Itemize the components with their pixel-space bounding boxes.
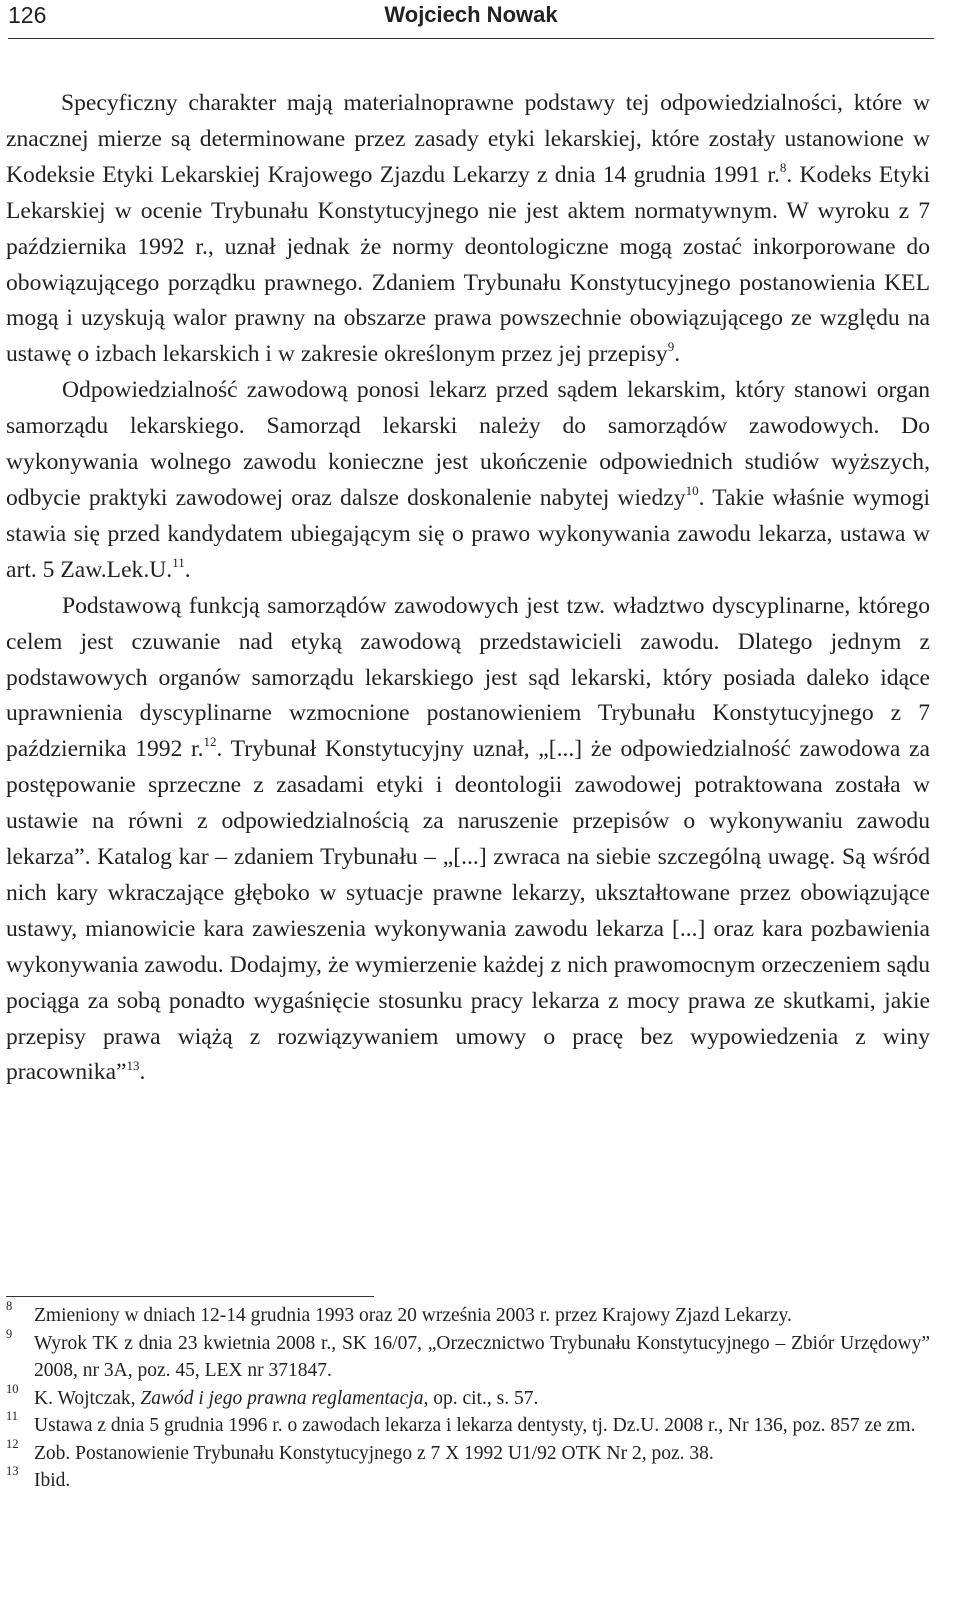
footnote-number: 8 xyxy=(6,1299,13,1313)
running-head-author: Wojciech Nowak xyxy=(384,2,558,27)
paragraph-1-text-a: Specyficzny charakter mają materialnoprawne podstawy tej odpowiedzialności, które w znacznej mierze są determinowane przez zasady etyki lekarskiej, które zostały ustanowione w Kodeksie Etyki Lekarskiej Krajowego Zjazdu Lekarzy z dnia 14 grudnia 1991 r. xyxy=(6,90,930,188)
paragraph-3-text-c: . xyxy=(139,1059,146,1086)
footnote-ref-8[interactable]: 8 xyxy=(779,159,787,175)
footnote-ref-13[interactable]: 13 xyxy=(126,1057,140,1073)
footnote-separator xyxy=(6,1296,374,1297)
footnote-10 xyxy=(6,1381,930,1413)
paragraph-2-text-c: . xyxy=(184,556,191,583)
footnote-number: 13 xyxy=(6,1464,19,1478)
footnote-citation: , op. cit., s. 57. xyxy=(423,1387,539,1409)
paragraph-2-text-a: Odpowiedzialność zawodową ponosi lekarz przed sądem lekarskim, który stanowi organ samorządu lekarskiego. Samorząd lekarski należy do samorządów zawodowych. Do wykonywania wolnego zawodu konieczne jest ukończenie odpowiednich studiów wyższych, odbycie praktyki zawodowej oraz dalsze doskonalenie nabytej wiedzy xyxy=(6,377,930,511)
paragraph-3-text-b: . Trybunał Konstytucyjny uznał, „[...] że odpowiedzialność zawodowa za postępowanie sprzeczne z zasadami etyki i deontologii zawodowej potraktowana została w ustawie na równi z odpowiedzialnością za naruszenie przepisów o wykonywaniu zawodu lekarza”. Katalog kar – zdaniem Trybunału – „[...] zwraca na siebie szczególną uwagę. Są wśród nich kary wkraczające głęboko w sytuacje prawne lekarzy, ukształtowane przez obowiązujące ustawy, mianowicie kara zawieszenia wykonywania zawodu lekarza [...] oraz kara pozbawienia wykonywania zawodu. Dodajmy, że wymierzenie każdej z nich prawomocnym orzeczeniem sądu pociąga za sobą ponadto wygaśnięcie stosunku pracy lekarza z mocy prawa ze skutkami, jakie przepisy prawa wiążą z rozwiązywaniem umowy o pracę bez wypowiedzenia z winy pracownika” xyxy=(6,736,930,1086)
page-number: 126 xyxy=(8,2,47,28)
footnote-11 xyxy=(6,1409,930,1440)
footnote-ref-9[interactable]: 9 xyxy=(667,339,675,355)
footnote-text: Ibid. xyxy=(34,1470,71,1491)
footnote-text: Zmieniony w dniach 12-14 grudnia 1993 oraz 20 września 2003 r. przez Krajowy Zjazd Lekarzy. xyxy=(34,1305,792,1326)
paragraph-2-text-b: . Takie właśnie wymogi stawia się przed kandydatem ubiegającym się o prawo wykonywania zawodu lekarza, ustawa w art. 5 Zaw.Lek.U. xyxy=(6,484,931,583)
footnote-text: Zob. Postanowienie Trybunału Konstytucyjnego z 7 X 1992 U1/92 OTK Nr 2, poz. 38. xyxy=(34,1442,714,1464)
paragraph-3-text-a: Podstawową funkcją samorządów zawodowych jest tzw. władztwo dyscyplinarne, którego celem jest czuwanie nad etyką zawodową przedstawicieli zawodu. Dlatego jednym z podstawowych organów samorządu lekarskiego jest sąd lekarski, który posiada daleko idące uprawnienia dyscyplinarne wzmocnione postanowieniem Trybunału Konstytucyjnego z 7 października 1992 r. xyxy=(6,592,930,763)
footnote-12 xyxy=(6,1436,930,1468)
footnote-text: Ustawa z dnia 5 grudnia 1996 r. o zawodach lekarza i lekarza dentysty, tj. Dz.U. 2008 r., Nr 136, poz. 857 ze zm. xyxy=(34,1415,916,1436)
paragraph-2 xyxy=(6,373,930,588)
footnotes xyxy=(6,1299,930,1495)
footnote-number: 11 xyxy=(6,1409,19,1423)
paragraph-1-text-b: . Kodeks Etyki Lekarskiej w ocenie Trybunału Konstytucyjnego nie jest aktem normatywnym. W wyroku z 7 października 1992 r., uznał jednak że normy deontologiczne mogą zostać inkorporowane do obowiązującego porządku prawnego. Zdaniem Trybunału Konstytucyjnego postanowienia KEL mogą i uzyskują walor prawny na obszarze prawa powszechnie obowiązującego ze względu na ustawę o izbach lekarskich i w zakresie określonym przez jej przepisy xyxy=(6,161,930,368)
paragraph-1 xyxy=(6,86,930,373)
footnote-number: 9 xyxy=(6,1326,13,1341)
footnote-title-italic: Zawód i jego prawna reglamentacja xyxy=(140,1387,424,1409)
footnote-ref-11[interactable]: 11 xyxy=(172,554,185,570)
footnote-8 xyxy=(6,1299,930,1330)
footnote-9 xyxy=(6,1326,930,1385)
footnote-author: K. Wojtczak, xyxy=(34,1387,141,1409)
footnote-number: 12 xyxy=(6,1436,19,1451)
paragraph-3 xyxy=(6,589,930,1092)
footnote-ref-12[interactable]: 12 xyxy=(203,734,217,750)
footnote-ref-10[interactable]: 10 xyxy=(685,483,699,499)
paragraph-1-text-c: . xyxy=(674,341,681,368)
footnote-13 xyxy=(6,1464,930,1495)
footnote-number: 10 xyxy=(6,1381,19,1396)
page-header xyxy=(8,0,934,39)
footnote-text: Wyrok TK z dnia 23 kwietnia 2008 r., SK 16/07, „Orzecznictwo Trybunału Konstytucyjnego – Zbiór Urzędowy” 2008, nr 3A, poz. 45, LEX nr 371847. xyxy=(34,1332,930,1381)
body-text xyxy=(6,86,930,1091)
footnote-text xyxy=(34,1388,538,1409)
